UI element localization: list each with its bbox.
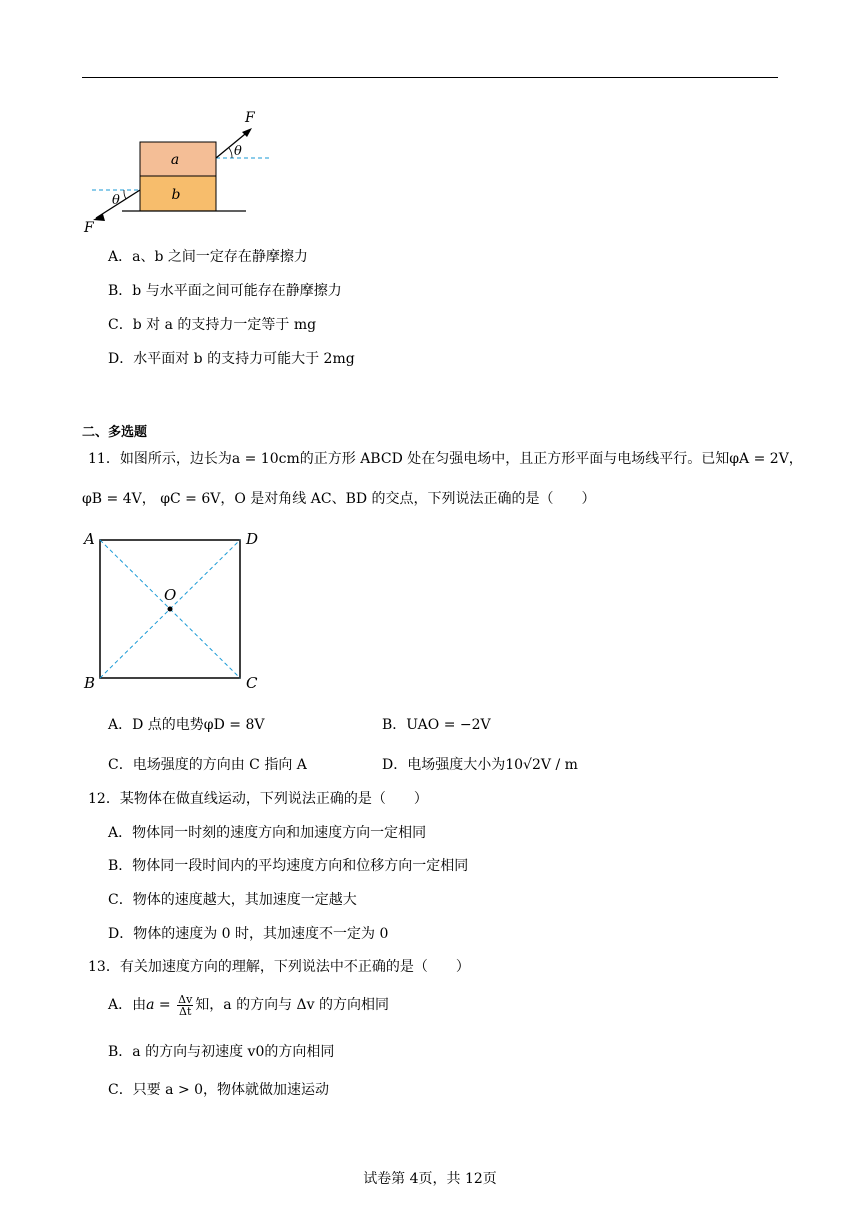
q10-option-c: C．b 对 a 的支持力一定等于 mg xyxy=(108,317,317,333)
q11-option-c: C．电场强度的方向由 C 指向 A xyxy=(108,757,307,773)
q11-stem-line1: 11．如图所示，边长为a = 10cm的正方形 ABCD 处在匀强电场中，且正方形平面与电场线平行。已知φA = 2V， xyxy=(88,451,803,467)
q13-stem: 13．有关加速度方向的理解，下列说法中不正确的是（ ） xyxy=(88,959,470,975)
q13-option-a: A．由a = $\frac{\Delta v}{\Delta t}$ 知，a 的方向与 Δv 的方向相同 xyxy=(108,992,390,1018)
label-c: C xyxy=(246,674,258,692)
fraction-dv-dt: $\frac{\Delta v}{\Delta t}$ xyxy=(178,992,193,1018)
label-angle-bottom: θ xyxy=(112,193,120,208)
label-a: A xyxy=(84,530,95,548)
label-b: B xyxy=(84,674,96,692)
q13-option-c: C．只要 a > 0，物体就做加速运动 xyxy=(108,1082,330,1098)
figure-square-abcd xyxy=(82,528,282,698)
q12-option-a: A．物体同一时刻的速度方向和加速度方向一定相同 xyxy=(108,825,427,841)
section-title: 二、多选题 xyxy=(82,425,148,440)
label-d: D xyxy=(246,530,259,548)
label-force-top: F xyxy=(245,110,255,126)
q11-option-a: A．D 点的电势φD = 8V xyxy=(108,717,265,733)
label-block-b: b xyxy=(171,187,181,203)
label-block-a: a xyxy=(170,152,180,168)
q10-option-d: D．水平面对 b 的支持力可能大于 2mg xyxy=(108,351,355,367)
q12-option-d: D．物体的速度为 0 时，其加速度不一定为 0 xyxy=(108,926,389,942)
label-o: O xyxy=(164,586,177,604)
q10-option-a: A．a、b 之间一定存在静摩擦力 xyxy=(108,249,308,265)
figure-stacked-blocks xyxy=(82,108,282,238)
label-angle-top: θ xyxy=(234,144,242,159)
q10-option-b: B．b 与水平面之间可能存在静摩擦力 xyxy=(108,283,342,299)
q13-option-b: B．a 的方向与初速度 v0的方向相同 xyxy=(108,1044,335,1060)
q12-option-b: B．物体同一段时间内的平均速度方向和位移方向一定相同 xyxy=(108,858,469,874)
point-o xyxy=(168,607,173,612)
header-rule xyxy=(82,77,778,78)
q11-option-d: D．电场强度大小为10√2V / m xyxy=(382,757,578,773)
q12-stem: 12．某物体在做直线运动，下列说法正确的是（ ） xyxy=(88,791,428,807)
q11-stem-line2: φB = 4V， φC = 6V，O 是对角线 AC、BD 的交点，下列说法正确的是（ ） xyxy=(82,491,596,507)
q11-option-b: B．UAO = −2V xyxy=(382,717,491,733)
page-footer: 试卷第 4页，共 12页 xyxy=(363,1171,497,1187)
q12-option-c: C．物体的速度越大，其加速度一定越大 xyxy=(108,892,357,908)
label-force-bottom: F xyxy=(84,220,94,236)
